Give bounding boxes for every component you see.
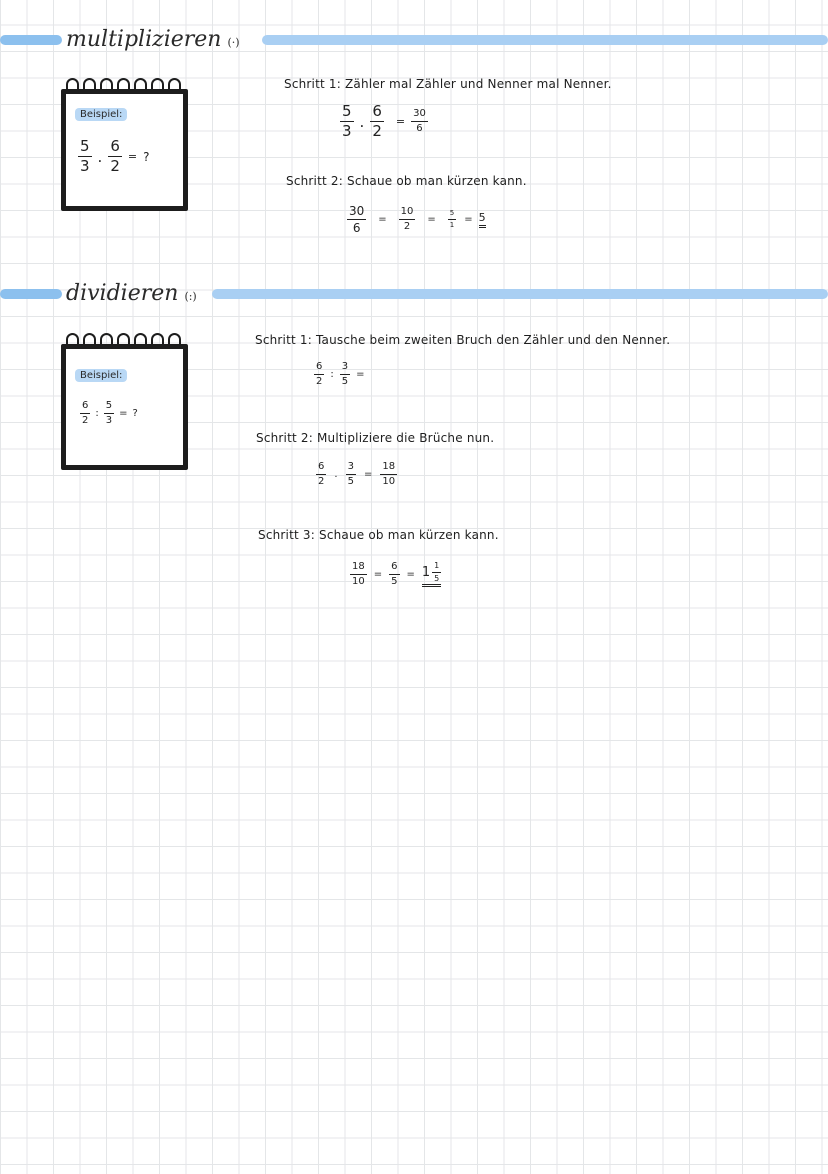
fraction: $\frac{30}{6}$ bbox=[413, 108, 426, 134]
heading-highlight-left bbox=[0, 35, 62, 45]
fraction: $\frac{5}{3}$ bbox=[80, 137, 90, 175]
heading-highlight-left bbox=[0, 289, 62, 299]
step-3-text: Schritt 3: Schaue ob man kürzen kann. bbox=[258, 528, 499, 542]
step-2-expression: $\frac{30}{6}$ = $\frac{10}{2}$ = $\frac{5}{1}$ = 5 bbox=[349, 204, 486, 235]
example-expression: $\frac{6}{2}$ : $\frac{5}{3}$ = ? bbox=[82, 400, 138, 426]
fraction: $\frac{6}{2}$ bbox=[110, 137, 120, 175]
section-title-multiply bbox=[66, 27, 240, 52]
example-label: Beispiel: bbox=[75, 108, 127, 121]
fraction: $\frac{6}{2}$ bbox=[316, 361, 323, 387]
step-2-text: Schritt 2: Multipliziere die Brüche nun. bbox=[256, 431, 495, 445]
fraction: $\frac{6}{5}$ bbox=[391, 561, 398, 587]
fraction: $\frac{3}{5}$ bbox=[341, 361, 349, 387]
operator-symbol: (·) bbox=[227, 36, 240, 49]
fraction: $\frac{18}{10}$ bbox=[352, 561, 365, 587]
step-2-text: Schritt 2: Schaue ob man kürzen kann. bbox=[286, 174, 527, 188]
final-result: 5 bbox=[479, 211, 486, 228]
title-text: dividieren bbox=[66, 281, 179, 306]
fraction: $\frac{3}{5}$ bbox=[347, 461, 354, 487]
example-notebook-multiply bbox=[61, 89, 188, 211]
fraction: $\frac{1}{5}$ bbox=[434, 561, 440, 583]
fraction: $\frac{30}{6}$ bbox=[349, 204, 365, 235]
heading-highlight-right bbox=[212, 289, 828, 299]
fraction: $\frac{10}{2}$ bbox=[400, 206, 414, 232]
fraction: $\frac{6}{2}$ bbox=[82, 400, 89, 426]
example-label: Beispiel: bbox=[75, 369, 127, 382]
final-result: 1 $\frac{1}{5}$ bbox=[422, 562, 441, 587]
fraction: $\frac{6}{2}$ bbox=[318, 461, 325, 487]
operator-symbol: (:) bbox=[184, 290, 197, 303]
fraction: $\frac{5}{3}$ bbox=[342, 102, 352, 140]
step-3-expression: $\frac{18}{10}$ = $\frac{6}{5}$ = 1 $\frac{1}{5}$ bbox=[352, 561, 440, 587]
step-1-expression: $\frac{6}{2}$ : $\frac{3}{5}$ = bbox=[316, 361, 365, 387]
fraction: $\frac{5}{1}$ bbox=[449, 209, 455, 229]
step-2-expression: $\frac{6}{2}$ . $\frac{3}{5}$ = $\frac{18}{10}$ bbox=[318, 461, 396, 487]
example-notebook-divide bbox=[61, 344, 188, 470]
step-1-text: Schritt 1: Zähler mal Zähler und Nenner mal Nenner. bbox=[284, 77, 612, 91]
step-1-text: Schritt 1: Tausche beim zweiten Bruch den Zähler und den Nenner. bbox=[255, 333, 671, 347]
step-1-expression: $\frac{5}{3}$ . $\frac{6}{2}$ = $\frac{30}{6}$ bbox=[342, 102, 426, 140]
fraction: $\frac{5}{3}$ bbox=[105, 400, 113, 426]
section-title-divide bbox=[66, 281, 197, 306]
example-expression: $\frac{5}{3}$ . $\frac{6}{2}$ = ? bbox=[80, 137, 150, 175]
fraction: $\frac{18}{10}$ bbox=[382, 461, 396, 487]
title-text: multiplizieren bbox=[66, 27, 222, 52]
fraction: $\frac{6}{2}$ bbox=[372, 102, 382, 140]
heading-highlight-right bbox=[262, 35, 828, 45]
